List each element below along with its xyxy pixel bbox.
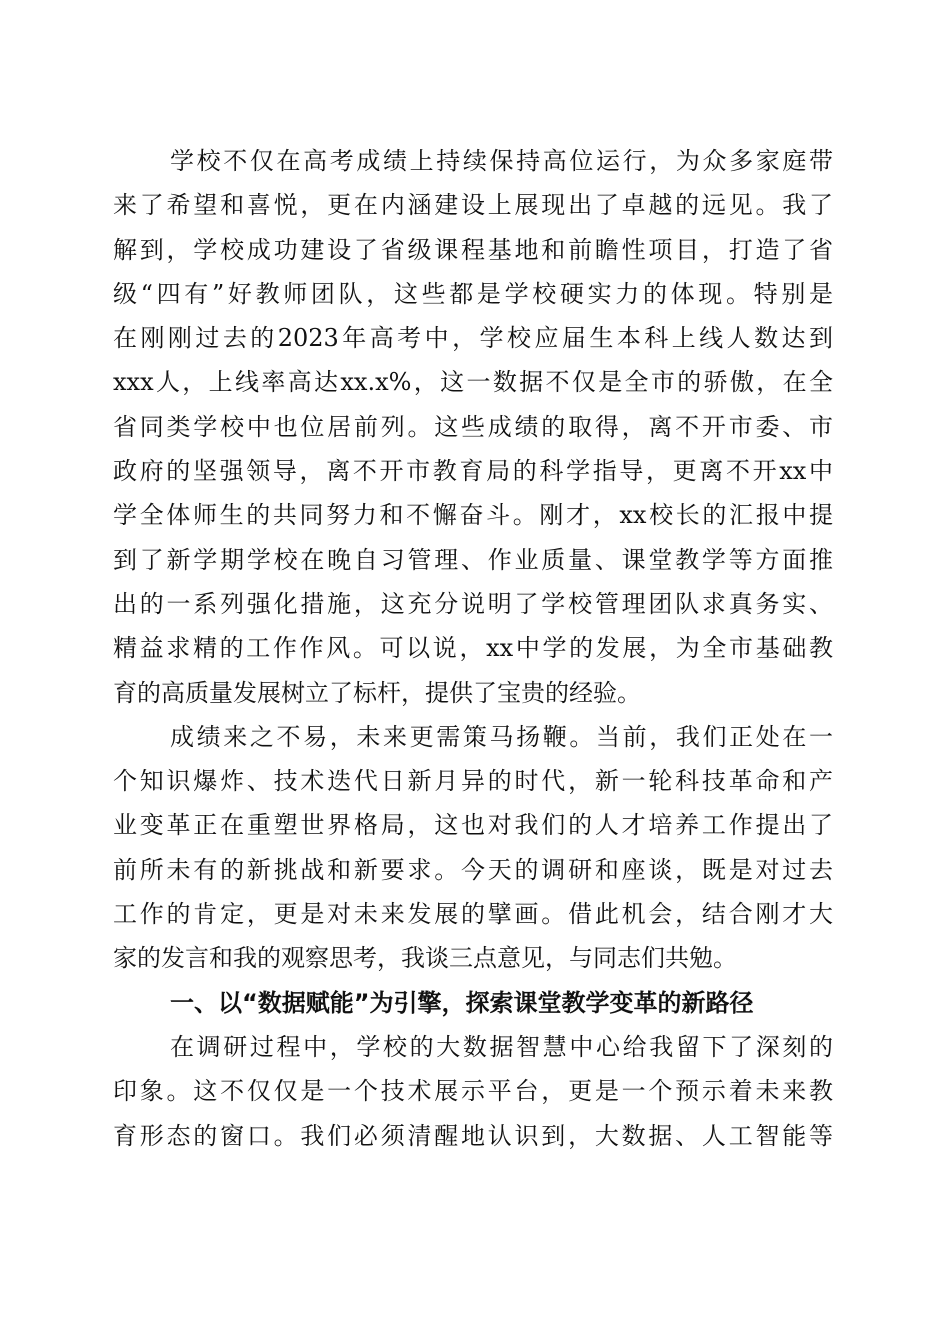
paragraph-1-line-13: 育的高质量发展树立了标杆，提供了宝贵的经验。 [113, 678, 641, 707]
paragraph-3-line-2: 印象。这不仅仅是一个技术展示平台，更是一个预示着未来教 [113, 1077, 833, 1106]
paragraph-2-line-5: 工作的肯定，更是对未来发展的擘画。借此机会，结合刚才大 [113, 900, 833, 929]
paragraph-1-line-10: 到了新学期学校在晚自习管理、作业质量、课堂教学等方面推 [113, 545, 833, 574]
paragraph-1-line-11: 出的一系列强化措施，这充分说明了学校管理团队求真务实、 [113, 589, 833, 618]
paragraph-2-line-3: 业变革正在重塑世界格局，这也对我们的人才培养工作提出了 [113, 811, 833, 840]
paragraph-1-line-12: 精益求精的工作作风。可以说，xx中学的发展，为全市基础教 [113, 634, 833, 663]
document-body [113, 139, 833, 1158]
paragraph-3-line-3: 育形态的窗口。我们必须清醒地认识到，大数据、人工智能等 [113, 1121, 833, 1150]
paragraph-1-line-5: 在刚刚过去的2023年高考中，学校应届生本科上线人数达到 [113, 324, 833, 353]
paragraph-2-line-6: 家的发言和我的观察思考，我谈三点意见，与同志们共勉。 [113, 944, 737, 973]
paragraph-2-line-2: 个知识爆炸、技术迭代日新月异的时代，新一轮科技革命和产 [113, 767, 833, 796]
paragraph-2-line-1: 成绩来之不易，未来更需策马扬鞭。当前，我们正处在一 [170, 722, 833, 751]
paragraph-1-line-6: xxx人，上线率高达xx.x%，这一数据不仅是全市的骄傲，在全 [113, 368, 833, 397]
paragraph-1-line-2: 来了希望和喜悦，更在内涵建设上展现出了卓越的远见。我了 [113, 191, 833, 220]
paragraph-3-line-1: 在调研过程中，学校的大数据智慧中心给我留下了深刻的 [170, 1032, 833, 1061]
paragraph-1-line-8: 政府的坚强领导，离不开市教育局的科学指导，更离不开xx中 [113, 457, 833, 486]
paragraph-1-line-4: 级“四有”好教师团队，这些都是学校硬实力的体现。特别是 [113, 279, 833, 308]
paragraph-1-line-9: 学全体师生的共同努力和不懈奋斗。刚才，xx校长的汇报中提 [113, 501, 833, 530]
section-heading-1: 一、以“数据赋能”为引擎，探索课堂教学变革的新路径 [170, 988, 754, 1017]
paragraph-1-line-1: 学校不仅在高考成绩上持续保持高位运行，为众多家庭带 [170, 147, 833, 175]
paragraph-2-line-4: 前所未有的新挑战和新要求。今天的调研和座谈，既是对过去 [113, 855, 833, 884]
paragraph-1-line-7: 省同类学校中也位居前列。这些成绩的取得，离不开市委、市 [113, 412, 833, 441]
paragraph-1-line-3: 解到，学校成功建设了省级课程基地和前瞻性项目，打造了省 [113, 235, 833, 264]
